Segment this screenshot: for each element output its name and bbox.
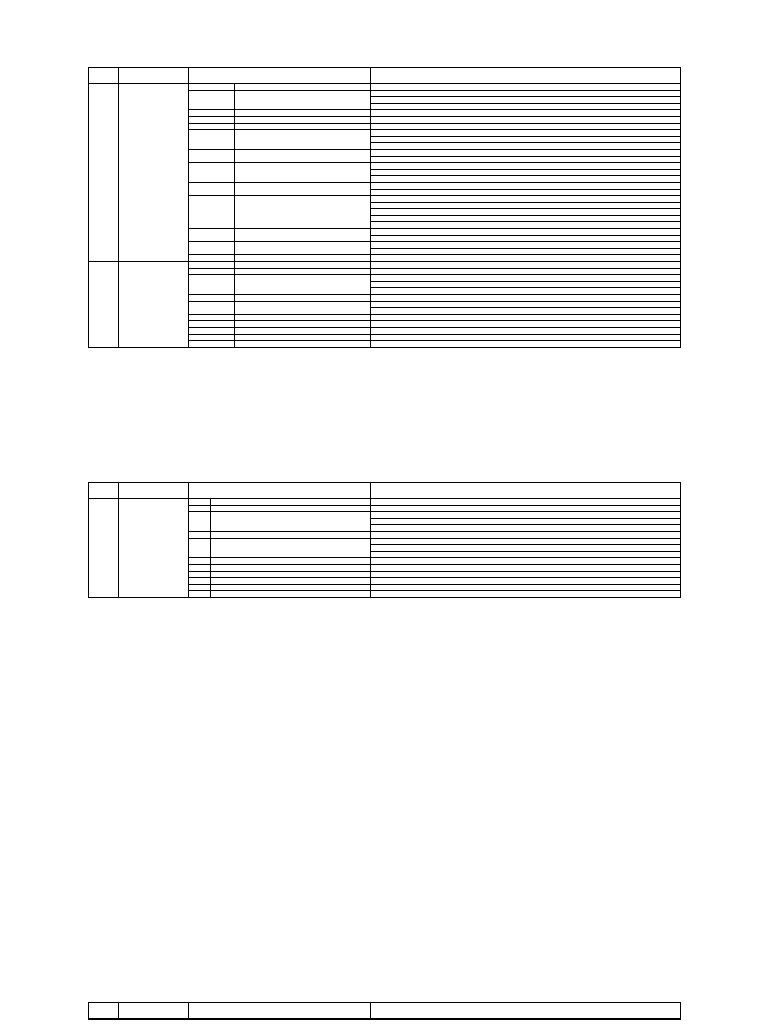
materi-name (211, 564, 371, 571)
indikator-line (371, 341, 681, 348)
row-no (89, 1019, 119, 1020)
row-number (189, 1019, 235, 1020)
materi-name (211, 512, 371, 532)
materi-name (211, 499, 371, 506)
materi-number (189, 275, 235, 295)
table-header-row (89, 483, 681, 499)
materi-name (235, 295, 371, 302)
indikator-line (371, 571, 681, 578)
header-no (89, 1003, 119, 1019)
table-row (89, 262, 681, 269)
indikator-line (371, 130, 681, 137)
indikator-line (371, 103, 681, 110)
materi-name (235, 301, 371, 314)
group-no (89, 262, 119, 348)
materi-name (235, 327, 371, 334)
materi-name (235, 123, 371, 130)
indikator-line (371, 202, 681, 209)
indikator-line (371, 268, 681, 275)
materi-number (189, 149, 235, 162)
indikator-line (371, 578, 681, 585)
indikator-line (371, 84, 681, 91)
header-indikator (371, 68, 681, 84)
indikator-line (371, 169, 681, 176)
materi-name (211, 505, 371, 512)
indikator-line (371, 525, 681, 532)
materi-number (189, 591, 211, 598)
materi-number (189, 538, 211, 558)
materi-name (211, 538, 371, 558)
header-materi (189, 483, 371, 499)
indikator-line (371, 209, 681, 216)
materi-name (211, 571, 371, 578)
materi-number (189, 531, 211, 538)
indikator-line (371, 295, 681, 302)
header-no (89, 483, 119, 499)
indikator-line (371, 143, 681, 150)
row-pokok (119, 1019, 189, 1020)
materi-name (235, 90, 371, 110)
kisi-kisi-table-penegak-continued (88, 482, 681, 598)
header-materi (189, 68, 371, 84)
materi-number (189, 301, 235, 314)
kisi-kisi-table-penggalang (88, 1002, 681, 1020)
indikator-line (371, 308, 681, 315)
indikator-line (371, 116, 681, 123)
materi-name (235, 229, 371, 242)
materi-number (189, 130, 235, 150)
materi-number (189, 314, 235, 321)
materi-name (211, 584, 371, 591)
materi-number (189, 255, 235, 262)
materi-number (189, 90, 235, 110)
indikator-line (371, 97, 681, 104)
materi-name (235, 110, 371, 117)
indikator-line (371, 235, 681, 242)
indikator-line (371, 538, 681, 545)
materi-number (189, 229, 235, 242)
indikator-line (371, 321, 681, 328)
table-row (89, 84, 681, 91)
materi-name (235, 242, 371, 255)
indikator-line (371, 301, 681, 308)
materi-number (189, 327, 235, 334)
indikator-line (371, 512, 681, 519)
indikator-line (371, 327, 681, 334)
materi-number (189, 196, 235, 229)
indikator-line (371, 314, 681, 321)
indikator-line (371, 499, 681, 506)
indikator-line (371, 248, 681, 255)
materi-number (189, 84, 235, 91)
materi-name (211, 531, 371, 538)
materi-number (189, 564, 211, 571)
indikator-line (371, 275, 681, 282)
indikator-line (371, 505, 681, 512)
header-pokok-materi (119, 68, 189, 84)
materi-number (189, 116, 235, 123)
kisi-kisi-table-penegak (88, 67, 681, 348)
indikator-line (371, 558, 681, 565)
header-pokok-materi (119, 1003, 189, 1019)
indikator-line (371, 182, 681, 189)
indikator-line (371, 189, 681, 196)
group-pokok-materi (119, 84, 189, 262)
materi-number (189, 571, 211, 578)
materi-name (235, 116, 371, 123)
materi-name (235, 314, 371, 321)
group-pokok-materi (119, 262, 189, 348)
row-indikator (371, 1019, 681, 1020)
materi-name (235, 334, 371, 341)
indikator-line (371, 176, 681, 183)
table-header-row (89, 68, 681, 84)
indikator-line (371, 156, 681, 163)
materi-number (189, 268, 235, 275)
indikator-line (371, 136, 681, 143)
materi-name (235, 262, 371, 269)
indikator-line (371, 163, 681, 170)
materi-name (211, 558, 371, 565)
indikator-line (371, 255, 681, 262)
materi-number (189, 558, 211, 565)
materi-name (235, 84, 371, 91)
materi-number (189, 123, 235, 130)
materi-name (235, 321, 371, 328)
materi-name (235, 163, 371, 183)
materi-name (235, 255, 371, 262)
indikator-line (371, 518, 681, 525)
materi-number (189, 334, 235, 341)
table-row (89, 1019, 681, 1020)
materi-name (235, 268, 371, 275)
materi-number (189, 578, 211, 585)
materi-number (189, 262, 235, 269)
header-no (89, 68, 119, 84)
indikator-line (371, 90, 681, 97)
indikator-line (371, 591, 681, 598)
materi-number (189, 584, 211, 591)
indikator-line (371, 531, 681, 538)
materi-name (235, 196, 371, 229)
materi-name (235, 182, 371, 195)
indikator-line (371, 564, 681, 571)
row-materi (235, 1019, 371, 1020)
indikator-line (371, 288, 681, 295)
indikator-line (371, 262, 681, 269)
indikator-line (371, 281, 681, 288)
group-pokok-materi (119, 499, 189, 598)
materi-number (189, 499, 211, 506)
indikator-line (371, 123, 681, 130)
materi-number (189, 505, 211, 512)
materi-number (189, 295, 235, 302)
materi-name (235, 149, 371, 162)
group-no (89, 499, 119, 598)
header-materi (189, 1003, 371, 1019)
materi-number (189, 182, 235, 195)
header-indikator (371, 483, 681, 499)
indikator-line (371, 110, 681, 117)
indikator-line (371, 551, 681, 558)
materi-number (189, 110, 235, 117)
indikator-line (371, 149, 681, 156)
header-pokok-materi (119, 483, 189, 499)
indikator-line (371, 584, 681, 591)
materi-number (189, 512, 211, 532)
materi-number (189, 163, 235, 183)
table-row (89, 499, 681, 506)
header-indikator (371, 1003, 681, 1019)
indikator-line (371, 196, 681, 203)
group-no (89, 84, 119, 262)
materi-number (189, 321, 235, 328)
materi-name (211, 591, 371, 598)
materi-name (235, 275, 371, 295)
materi-name (235, 130, 371, 150)
indikator-line (371, 545, 681, 552)
materi-number (189, 341, 235, 348)
indikator-line (371, 334, 681, 341)
indikator-line (371, 242, 681, 249)
materi-name (211, 578, 371, 585)
indikator-line (371, 215, 681, 222)
table-header-row (89, 1003, 681, 1019)
materi-number (189, 242, 235, 255)
indikator-line (371, 229, 681, 236)
materi-name (235, 341, 371, 348)
indikator-line (371, 222, 681, 229)
